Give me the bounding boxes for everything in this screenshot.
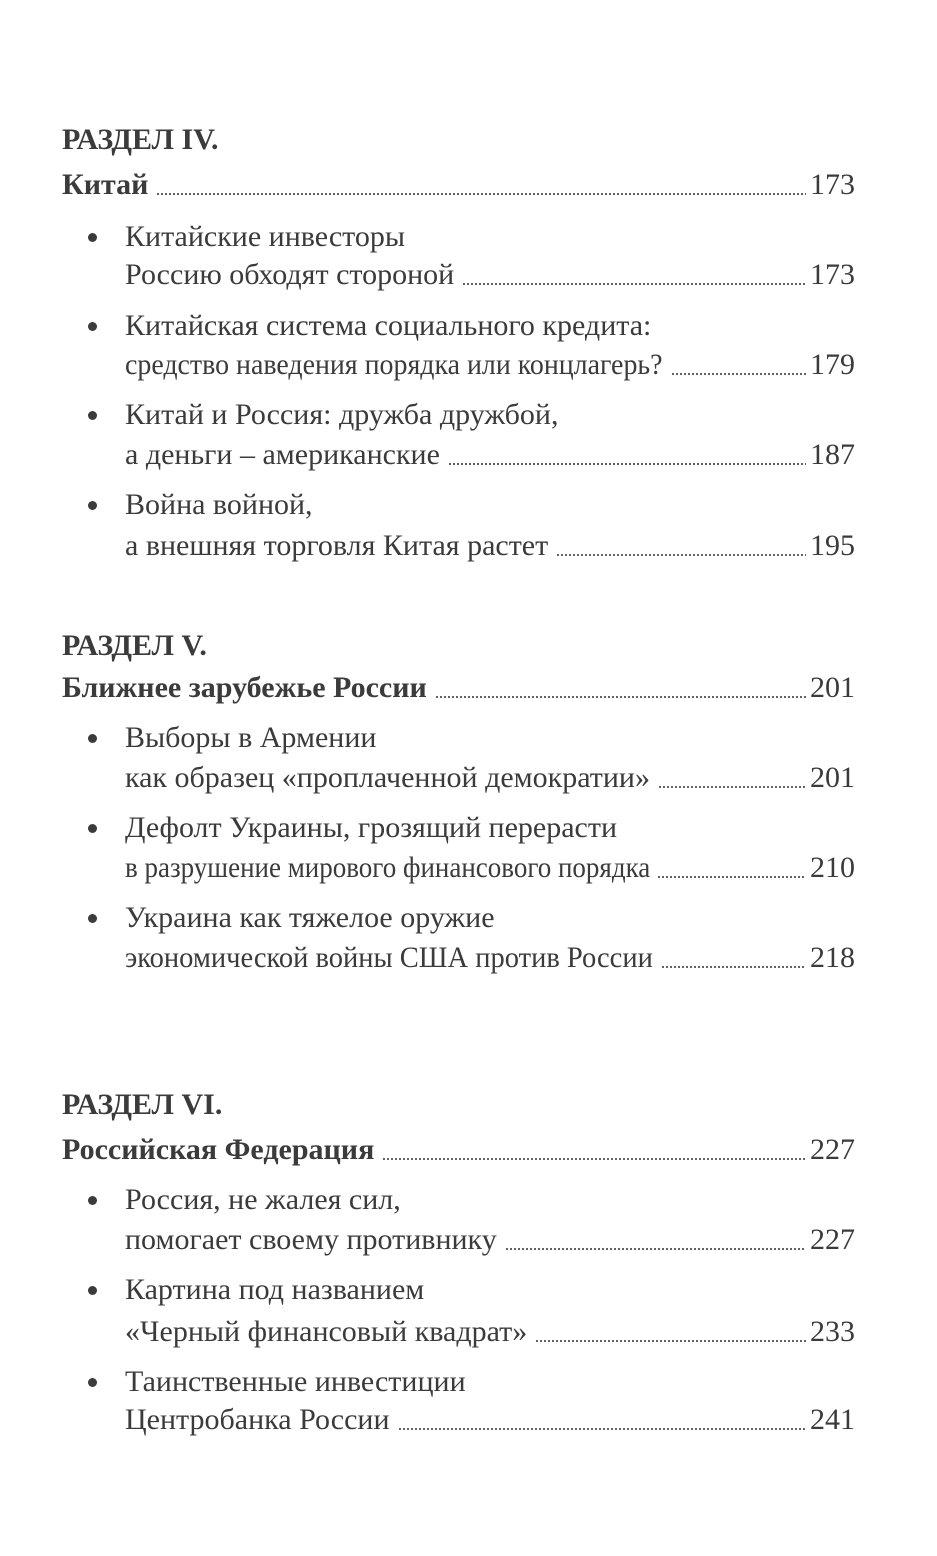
section-title: Ближнее зарубежье России [62,671,427,704]
dot-leader [556,549,806,557]
entry-text: в разрушение мирового финансового порядка [125,851,651,884]
page-number: 218 [810,941,855,974]
toc-entry[interactable] [125,938,855,978]
entry-text: Центробанка России [125,1403,390,1436]
section-label-text: РАЗДЕЛ V. [62,629,207,662]
entry-line [125,395,558,435]
section-label-text: РАЗДЕЛ IV. [62,123,219,156]
bullet-icon [88,411,97,420]
entry-text: Китайские инвесторы [125,220,406,253]
toc-entry[interactable] [125,345,855,385]
dot-leader [505,1243,806,1251]
toc-entry[interactable] [125,255,855,295]
dot-leader [658,781,806,789]
entry-text: Картина под названием [125,1273,425,1306]
section-label [62,120,219,160]
bullet-icon [88,824,97,833]
dot-leader [382,1153,806,1161]
page-number: 195 [810,529,855,562]
entry-text: как образец «проплаченной демократии» [125,761,650,794]
dot-leader [448,458,806,466]
entry-text: Война войной, [125,488,313,521]
dot-leader [661,961,806,969]
bullet-icon [88,1286,97,1295]
entry-line [125,718,376,758]
entry-line [125,1362,466,1402]
page-number: 227 [810,1223,855,1256]
entry-text: Россию обходят стороной [125,258,455,291]
page-number: 201 [810,761,855,794]
dot-leader [657,871,806,879]
toc-entry[interactable] [125,435,855,475]
entry-text: Дефолт Украины, грозящий перерасти [125,811,618,844]
entry-text: «Черный финансовый квадрат» [125,1315,528,1348]
bullet-icon [88,1378,97,1387]
toc-entry[interactable] [125,1220,855,1260]
entry-text: а внешняя торговля Китая растет [125,529,549,562]
entry-text: Украина как тяжелое оружие [125,901,495,934]
entry-text: помогает своему противнику [125,1223,497,1256]
bullet-icon [88,914,97,923]
page-number: 210 [810,851,855,884]
entry-line [125,898,495,938]
toc-entry[interactable] [125,1400,855,1440]
page-number: 173 [810,168,855,201]
entry-line [125,808,617,848]
entry-line [125,1180,401,1220]
entry-line [125,306,651,346]
section-title-row[interactable] [62,165,855,205]
bullet-icon [88,501,97,510]
entry-text: Китайская система социального кредита: [125,309,652,342]
section-title-row[interactable] [62,668,855,708]
entry-text: Россия, не жалея сил, [125,1183,401,1216]
section-title: Российская Федерация [62,1133,375,1166]
dot-leader [462,278,806,286]
bullet-icon [88,322,97,331]
section-label [62,626,207,666]
dot-leader [671,368,806,376]
toc-entry[interactable] [125,526,855,566]
dot-leader [398,1423,806,1431]
page-number: 227 [810,1133,855,1166]
entry-line [125,217,405,257]
section-label [62,1085,222,1125]
toc-entry[interactable] [125,1312,855,1352]
entry-text: Выборы в Армении [125,721,377,754]
toc-entry[interactable] [125,758,855,798]
entry-line [125,1270,424,1310]
toc-entry[interactable] [125,848,855,888]
entry-text: средство наведения порядка или концлагерь? [125,348,663,381]
dot-leader [156,188,806,196]
section-title-row[interactable] [62,1130,855,1170]
entry-text: а деньги – американские [125,438,440,471]
page-number: 173 [810,258,855,291]
page-number: 233 [810,1315,855,1348]
entry-text: экономической войны США против России [125,941,653,974]
bullet-icon [88,734,97,743]
section-label-text: РАЗДЕЛ VI. [62,1088,223,1121]
entry-text: Таинственные инвестиции [125,1365,466,1398]
bullet-icon [88,233,97,242]
section-title: Китай [62,168,149,201]
entry-line [125,485,313,525]
page-number: 201 [810,671,855,704]
page-number: 179 [810,348,855,381]
page-number: 187 [810,438,855,471]
entry-text: Китай и Россия: дружба дружбой, [125,398,559,431]
bullet-icon [88,1196,97,1205]
dot-leader [435,691,806,699]
dot-leader [535,1335,806,1343]
page-number: 241 [810,1403,855,1436]
